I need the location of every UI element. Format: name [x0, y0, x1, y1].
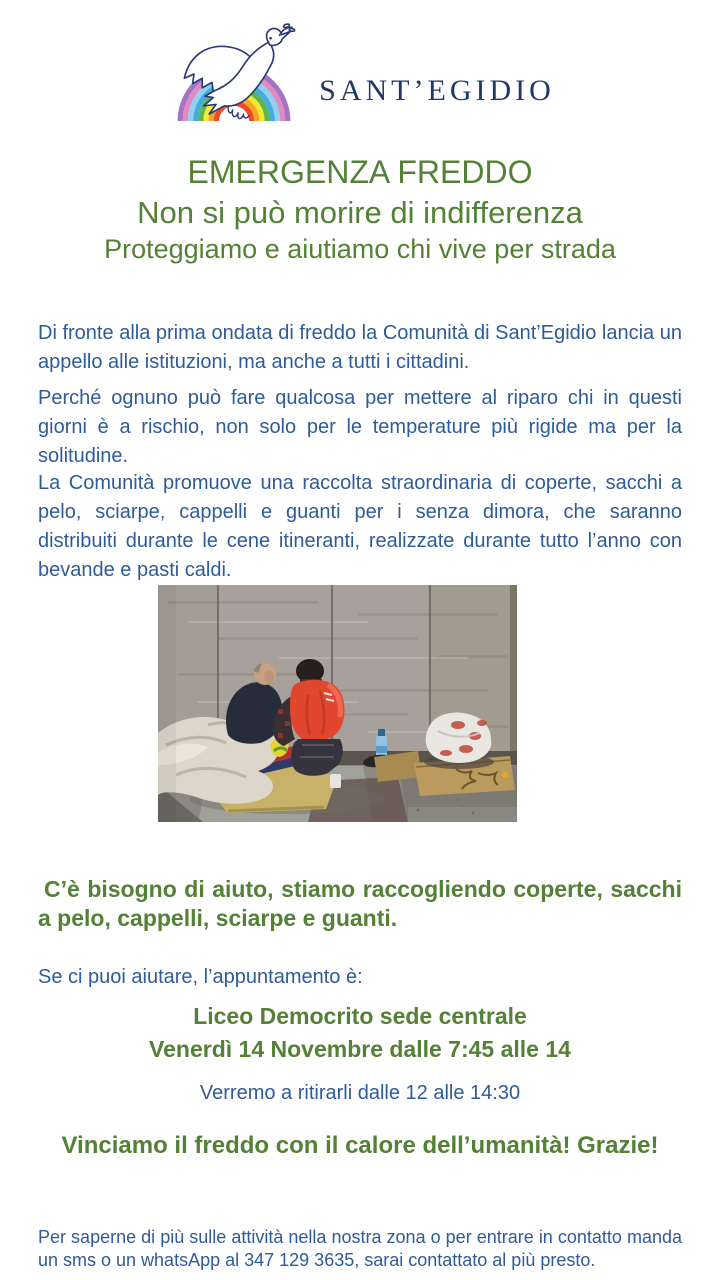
dove-rainbow-icon [165, 20, 303, 129]
appeal-pickup-time: Verremo a ritirarli dalle 12 alle 14:30 [199, 1082, 521, 1104]
street-aid-photo [158, 585, 517, 822]
paragraph-appeal-intro: Di fronte alla prima ondata di freddo la Comunità di Sant’Egidio lancia un appello alle istituzioni, ma anche a tutti i cittadini. [38, 322, 682, 373]
headline-title: EMERGENZA FREDDO [187, 154, 533, 190]
appeal-help-needed: C’è bisogno di aiuto, stiamo raccogliendo coperte, sacchi a pelo, cappelli, sciarpe e guanti. [38, 876, 682, 931]
appeal-closing: Vinciamo il freddo con il calore dell’umanità! Grazie! [61, 1132, 659, 1159]
logo-row [0, 20, 720, 129]
paragraph-everyone-can-help: Perché ognuno può fare qualcosa per mettere al riparo chi in questi giorni è a rischio, non solo per le temperature più rigide ma per la solitudine. [38, 387, 682, 467]
appeal-location: Liceo Democrito sede centrale [193, 1003, 527, 1029]
headline-subtitle: Non si può morire di indifferenza [137, 195, 583, 230]
appeal-if-you-help: Se ci puoi aiutare, l’appuntamento è: [38, 966, 363, 988]
footer-contact: Per saperne di più sulle attività nella nostra zona o per entrare in contatto manda un sms o un whatsApp al 347 129 3635, sarai contattato al più presto. [38, 1227, 682, 1270]
appeal-datetime: Venerdì 14 Novembre dalle 7:45 alle 14 [149, 1036, 571, 1062]
paragraph-collection-drive: La Comunità promuove una raccolta straordinaria di coperte, sacchi a pelo, sciarpe, cappelli e guanti per i senza dimora, che saranno distribuiti durante le cene itineranti, realizzate durante tutto l’anno con bevande e pasti caldi. [38, 472, 682, 581]
headline-tagline: Proteggiamo e aiutiamo chi vive per strada [104, 234, 616, 264]
brand-text: SANT’EGIDIO [319, 73, 555, 107]
